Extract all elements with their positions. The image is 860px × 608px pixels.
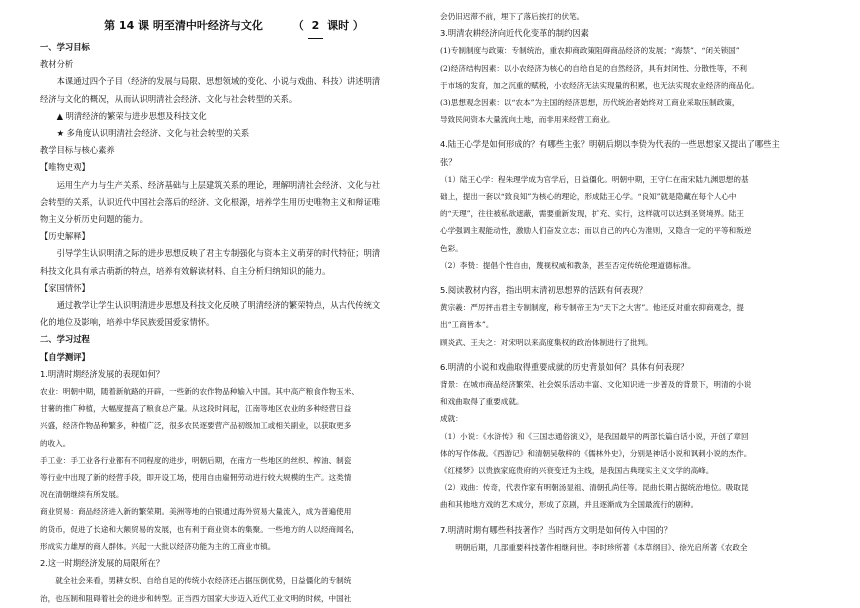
bracket-heading: 【自学测评】: [40, 351, 90, 362]
answer-line: 的货币，促进了长途和大额贸易的发展，也有利于商业资本的集聚。一些地方的人以经商闻名，: [40, 524, 359, 534]
paragraph-line: 化的地位及影响，培养中华民族爱国爱家情怀。: [40, 317, 215, 328]
answer-line: 顾炎武、王夫之：对宋明以来高度集权的政治体制进行了批判。: [440, 337, 653, 347]
hours-number: 2: [308, 14, 324, 39]
spacer: [440, 128, 826, 136]
answer-line: 况在清朝继续有所发展。: [40, 490, 124, 500]
paragraph-line: 科技文化具有承古萌新的特点，培养有效解读材料、自主分析归纳知识的能力。: [40, 265, 331, 276]
answer-line: 治，也压制和阻碍着社会的进步和转型。正当西方国家大步迈入近代工业文明的时候，中国社: [40, 593, 352, 603]
answer-line: 兴盛，经济作物品种繁多，种植广泛，很多农民逐要营产品初级加工或相关副业，以获取更多: [40, 421, 352, 431]
answer-line: （2）李贽：提倡个性自由，蔑视权威和教条，甚至否定传统伦理道德标准。: [440, 260, 696, 270]
key-point: ▲ 明清经济的繁荣与进步思想及科技文化: [56, 110, 207, 121]
paragraph-line: 会转型的关系，认识近代中国社会落后的经济、文化根源，培养学生用历史唯物主义和辩证唯: [40, 196, 381, 207]
answer-line: 形成实力雄厚的商人群体。兴起一大批以经济功能为主的工商业市镇。: [40, 541, 276, 551]
lesson-title: [40, 14, 428, 39]
hours-open: （: [292, 19, 308, 32]
hours-close: 课时 ）: [323, 19, 364, 32]
answer-line: (3)思想观念因素：以“农本”为主国的经济思想，历代统治者始终对工商业采取压制政策，: [440, 98, 740, 108]
section-heading: 一、学习目标: [40, 42, 90, 52]
answer-line: 体的写作体裁。《西游记》和清朝吴敬梓的《儒林外史》，分别是神话小说和讽刺小说的杰作。: [440, 448, 752, 458]
answer-line: （2）戏曲：传奇，代表作家有明朝汤显祖、清朝孔尚任等。昆曲长期占据统治地位。吸取昆: [440, 483, 749, 493]
paragraph-line: 物主义分析历史问题的能力。: [40, 214, 148, 225]
difficult-point: ★ 多角度认识明清社会经济、文化与社会转型的关系: [56, 128, 250, 139]
answer-line: 和戏曲取得了重要成就。: [440, 397, 524, 407]
question: 5.阅读教材内容，指出明末清初思想界的活跃有何表现？: [440, 285, 648, 296]
question: 张？: [440, 156, 457, 167]
answer-line: 础上，提出一套以“致良知”为核心的理论，形成陆王心学。“良知”就是隐藏在每个人心中: [440, 192, 737, 202]
answer-line: 商业贸易：商品经济进入新的繁荣期。美洲等地的白银通过海外贸易大量流入，成为普遍使用: [40, 507, 352, 517]
answer-line: 背景：在城市商品经济繁荣、社会娱乐活动丰富、文化知识进一步普及的背景下，明清的小说: [440, 380, 752, 390]
paragraph-line: 引导学生认识明清之际的进步思想反映了君主专制强化与资本主义萌芽的时代特征；明清: [56, 248, 381, 259]
answer-line: 等行业中出现了新的经营手段，即开设工场，使用自由雇佣劳动进行较大规模的生产。这类情: [40, 473, 352, 483]
paragraph-line: 运用生产力与生产关系、经济基础与上层建筑关系的理论，理解明清社会经济、文化与社: [56, 179, 381, 190]
answer-line: 曲和其他地方戏的艺术成分，形成了京剧，并且逐渐成为全国最流行的剧种。: [440, 500, 699, 510]
answer-line: 心学强调主观能动性，激励人们奋发立志；而以自己的内心为准则，又隐含一定的平等和叛逆: [440, 226, 752, 236]
subheading: 教学目标与核心素养: [40, 145, 115, 156]
question: 6.明清的小说和戏曲取得重要成就的历史背景如何？具体有何表现？: [440, 361, 689, 372]
left-column: [40, 8, 428, 607]
answer-line: 于市场的发育，加之沉重的赋税，小农经济无法实现量的积累，也无法实现农业经济的商品化。: [440, 80, 759, 90]
answer-line: 导致民间资本大量流向土地，而非用来经营工商业。: [440, 115, 615, 125]
spacer: [440, 274, 826, 282]
answer-line: 的收入。: [40, 438, 71, 448]
spacer: [440, 351, 826, 359]
answer-line: 的“天理”，往往被私欲遮蔽，需要重新发现，扩充、实行，这样就可以达到圣贤境界。陆王: [440, 209, 744, 219]
answer-line: 《红楼梦》以贵族家庭贵府的兴衰变迁为主线，是我国古典现实主义文学的高峰。: [440, 466, 714, 476]
answer-line: （1）小说：《水浒传》和《三国志通俗演义》，是我国最早的两部长篇白话小说，开创了章回: [440, 431, 749, 441]
answer-line: 就全社会来看，男耕女织、自给自足的传统小农经济还占据压倒优势，日益僵化的专制统: [55, 576, 352, 586]
bracket-heading: 【唯物史观】: [40, 162, 90, 173]
answer-line: 色彩。: [440, 243, 463, 253]
question: 7.明清时期有哪些科技著作？当时西方文明是如何传入中国的？: [440, 524, 672, 535]
paragraph-line: 通过教学让学生认识明清进步思想及科技文化反映了明清经济的繁荣特点，从古代传统文: [56, 300, 381, 311]
paragraph-line: 本课通过四个子目（经济的发展与局限、思想领域的变化、小说与戏曲、科技）讲述明清: [56, 76, 381, 87]
spacer: [440, 514, 826, 522]
question: 2.这一时期经济发展的局限所在？: [40, 558, 165, 569]
answer-line: 手工业：手工业各行业都有不同程度的进步，明朝后期，在南方一些地区的丝织、榨油、制瓷: [40, 455, 352, 465]
right-column: [440, 8, 826, 556]
lesson-name: 第 14 课 明至清中叶经济与文化: [104, 19, 263, 32]
answer-line: 出“工商皆本”。: [440, 320, 494, 330]
answer-line: （1）陆王心学：程朱理学成为官学后，日益僵化。明朝中期，王守仁在南宋陆九渊思想的基: [440, 174, 749, 184]
question: 4.陆王心学是如何形成的？有哪些主张？明朝后期以李贽为代表的一些思想家又提出了哪些主: [440, 139, 780, 150]
question: 1.明清时期经济发展的表现如何？: [40, 368, 165, 379]
answer-line: 黄宗羲：严厉抨击君主专制制度，称专制帝王为“天下之大害”。他还反对重农抑商观念，提: [440, 303, 744, 313]
question: 3.明清农耕经济向近代化变革的制约因素: [440, 28, 589, 39]
paragraph-line: 经济与文化的概况，从而认识明清社会经济、文化与社会转型的关系。: [40, 93, 298, 104]
answer-line: (2)经济结构因素：以小农经济为核心的自给自足的自然经济，具有封闭性、分散性等，不利: [440, 63, 747, 73]
section-heading: 二、学习过程: [40, 334, 90, 345]
bracket-heading: 【历史解释】: [40, 231, 90, 242]
answer-line: 成就：: [440, 414, 463, 424]
answer-line: (1)专制制度与政策：专制统治，重农抑商政策阻碍商品经济的发展；“海禁”、“闭关锁国”: [440, 46, 740, 56]
answer-line: 会仍旧迟滞不前，埋下了落后挨打的伏笔。: [440, 12, 585, 21]
answer-line: 甘薯的推广种植，大幅度提高了粮食总产量。从这段时间起，江南等地区农业的多种经营日益: [40, 404, 352, 414]
answer-line: 明朝后期，几部重要科技著作相继问世。李时珍所著《本草纲目》、徐光启所著《农政全: [455, 542, 748, 552]
lesson-hours: [293, 19, 364, 32]
answer-line: 农业：明朝中期，随着新航路的开辟，一些新的农作物品种输入中国。其中高产粮食作物玉米、: [40, 387, 359, 397]
bracket-heading: 【家国情怀】: [40, 282, 90, 293]
subheading: 教材分析: [40, 59, 74, 70]
